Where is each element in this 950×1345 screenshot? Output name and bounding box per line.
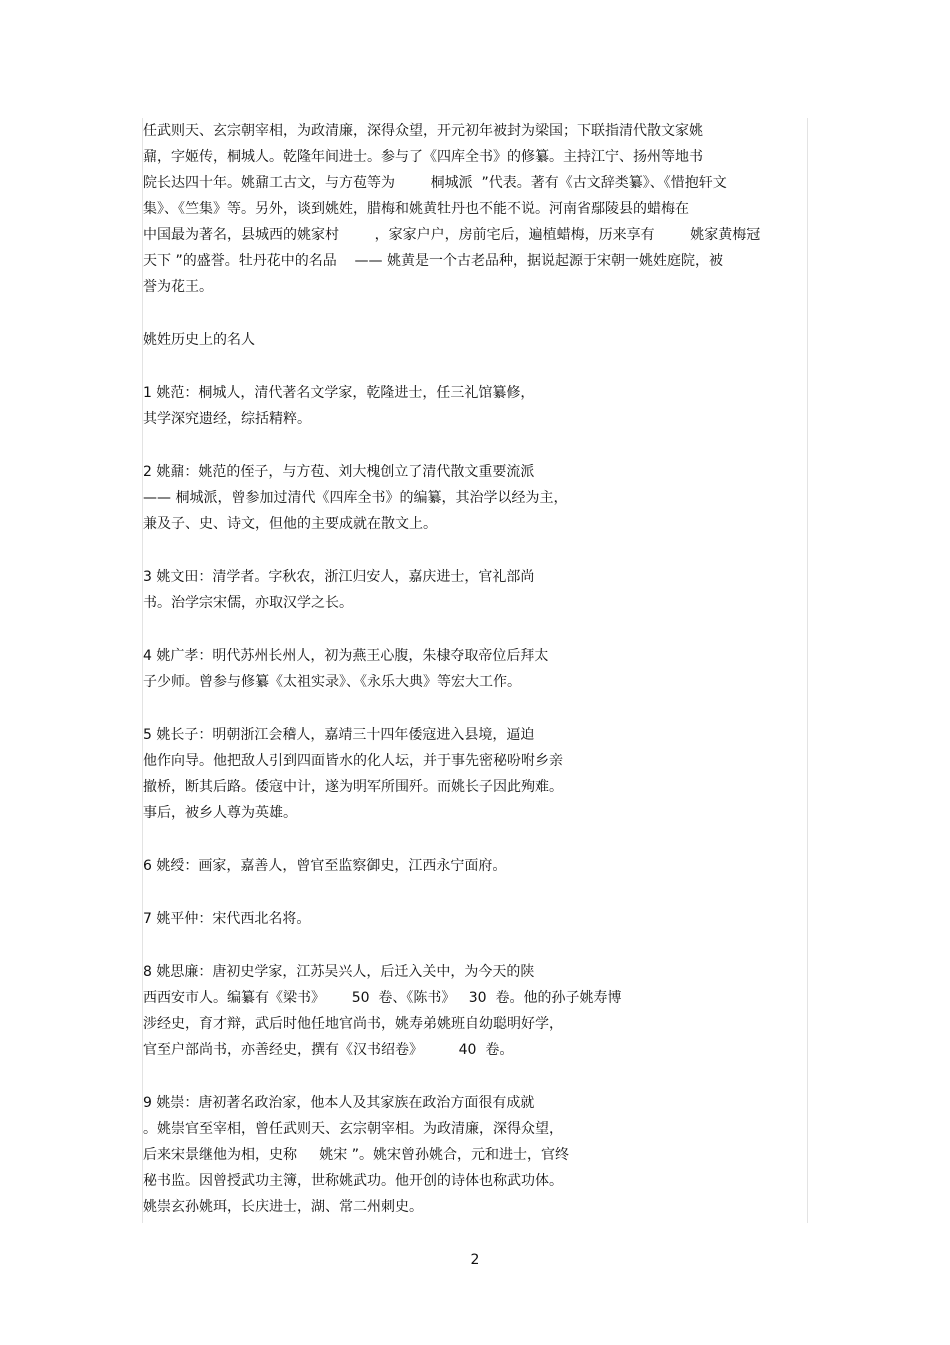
text-line: 他作向导。他把敌人引到四面皆水的化人坛，并于事先密秘吩咐乡亲 [143, 753, 563, 769]
text-line: 其学深究遗经，综括精粹。 [143, 411, 311, 427]
text-line: —— 桐城派，曾参加过清代《四库全书》的编纂，其治学以经为主， [143, 490, 568, 506]
text-line: 院长达四十年。姚鼐工古文，与方苞等为 桐城派 ”代表。著有《古文辞类纂》、《惜抱轩文 [143, 175, 727, 191]
text-line: 姚姓历史上的名人 [143, 332, 255, 348]
text-line: 撤桥，断其后路。倭寇中计，遂为明军所围歼。而姚长子因此殉难。 [143, 779, 563, 795]
paragraph [143, 906, 807, 932]
text-line: 集》、《竺集》等。另外，谈到姚姓，腊梅和姚黄牡丹也不能不说。河南省鄢陵县的蜡梅在 [143, 201, 689, 217]
paragraph [143, 853, 807, 879]
text-line: 1 姚范：桐城人，清代著名文学家，乾隆进士，任三礼馆纂修， [143, 385, 535, 401]
paragraph [143, 564, 807, 616]
text-line: 中国最为著名，县城西的姚家村 ，家家户户，房前宅后，遍植蜡梅，历来享有 姚家黄梅冠 [143, 227, 761, 243]
text-line: 5 姚长子：明朝浙江会稽人，嘉靖三十四年倭寇进入县境，逼迫 [143, 727, 535, 743]
text-line: 4 姚广孝：明代苏州长州人，初为燕王心腹，朱棣夺取帝位后拜太 [143, 648, 549, 664]
text-line: 6 姚绶：画家，嘉善人，曾官至监察御史，江西永宁面府。 [143, 858, 507, 874]
text-line: 事后，被乡人尊为英雄。 [143, 805, 297, 821]
text-line: 秘书监。因曾授武功主簿，世称姚武功。他开创的诗体也称武功体。 [143, 1173, 563, 1189]
text-line: 西西安市人。编纂有《梁书》 50 卷、《陈书》 30 卷。他的孙子姚寿博 [143, 990, 622, 1006]
text-line: 8 姚思廉：唐初史学家，江苏吴兴人，后迁入关中，为今天的陕 [143, 964, 535, 980]
text-line: 官至户部尚书，亦善经史，撰有《汉书绍卷》 40 卷。 [143, 1042, 514, 1058]
text-line: 子少师。曾参与修纂《太祖实录》、《永乐大典》等宏大工作。 [143, 674, 521, 690]
page-number: 2 [470, 1252, 480, 1268]
paragraph [143, 327, 807, 353]
text-line: 。姚崇官至宰相，曾任武则天、玄宗朝宰相。为政清廉，深得众望， [143, 1121, 563, 1137]
right-margin-rule [807, 118, 808, 1223]
paragraph [143, 959, 807, 1063]
text-line: 兼及子、史、诗文，但他的主要成就在散文上。 [143, 516, 437, 532]
text-line: 任武则天、玄宗朝宰相，为政清廉，深得众望，开元初年被封为梁国；下联指清代散文家姚 [143, 123, 703, 139]
paragraph [143, 643, 807, 695]
text-line: 誉为花王。 [143, 279, 213, 295]
text-line: 9 姚崇：唐初著名政治家，他本人及其家族在政治方面很有成就 [143, 1095, 535, 1111]
paragraph [143, 380, 807, 432]
text-line: 3 姚文田：清学者。字秋农，浙江归安人，嘉庆进士，官礼部尚 [143, 569, 535, 585]
text-line: 鼐，字姬传，桐城人。乾隆年间进士。参与了《四库全书》的修纂。主持江宁、扬州等地书 [143, 149, 703, 165]
text-line: 姚崇玄孙姚珥，长庆进士，湖、常二州刺史。 [143, 1199, 423, 1215]
body-text [143, 118, 807, 1247]
text-line: 7 姚平仲：宋代西北名将。 [143, 911, 311, 927]
text-line: 天下 ”的盛誉。牡丹花中的名品 —— 姚黄是一个古老品种，据说起源于宋朝一姚姓庭院，被 [143, 253, 723, 269]
text-line: 2 姚鼐：姚范的侄子，与方苞、刘大槐创立了清代散文重要流派 [143, 464, 535, 480]
paragraph [143, 722, 807, 826]
paragraph [143, 459, 807, 537]
paragraph [143, 1090, 807, 1220]
paragraph [143, 118, 807, 300]
text-line: 涉经史，育才辩，武后时他任地官尚书，姚寿弟姚班自幼聪明好学， [143, 1016, 563, 1032]
text-line: 书。治学宗宋儒，亦取汉学之长。 [143, 595, 353, 611]
text-line: 后来宋景继他为相，史称 姚宋 ”。姚宋曾孙姚合，元和进士，官终 [143, 1147, 569, 1163]
